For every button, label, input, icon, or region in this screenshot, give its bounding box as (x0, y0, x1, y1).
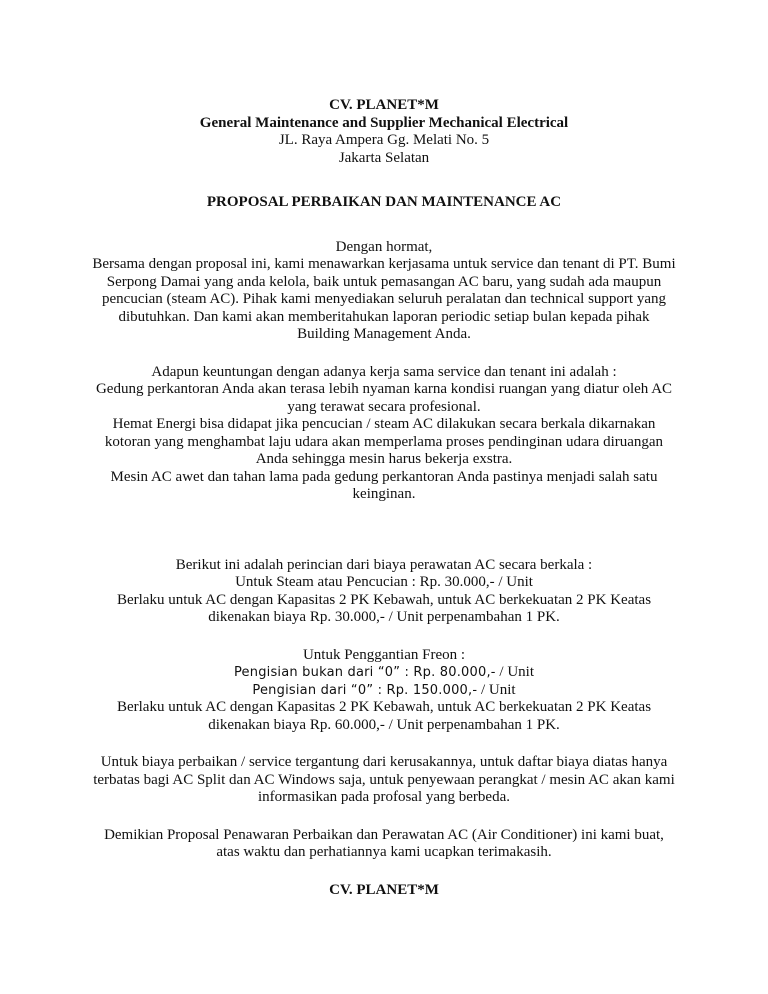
intro-line: Bersama dengan proposal ini, kami menawarkan kerjasama untuk service dan tenant di PT. Bumi (92, 256, 676, 272)
pricing-line: Berlaku untuk AC dengan Kapasitas 2 PK Kebawah, untuk AC berkekuatan 2 PK Keatas (116, 591, 652, 608)
closing-line: atas waktu dan perhatiannya kami ucapkan terimakasih. (216, 844, 552, 860)
freon-item-unit: / Unit (477, 681, 516, 698)
intro-line: dibutuhkan. Dan kami akan memberitahukan laporan periodic setiap bulan kepada pihak (118, 308, 650, 325)
freon-item-price: Pengisian dari “0” : Rp. 150.000,- (252, 682, 478, 698)
freon-note-line: Berlaku untuk AC dengan Kapasitas 2 PK Kebawah, untuk AC berkekuatan 2 PK Keatas (116, 699, 652, 715)
repair-line: Untuk biaya perbaikan / service tergantung dari kerusakannya, untuk daftar biaya diatas hanya (100, 754, 668, 770)
company-address: JL. Raya Ampera Gg. Melati No. 5 (278, 132, 490, 148)
signature: CV. PLANET*M (329, 881, 439, 898)
letterhead (80, 97, 688, 167)
freon-heading: Untuk Penggantian Freon : (302, 646, 466, 663)
repair-line: terbatas bagi AC Split dan AC Windows saja, untuk penyewaan perangkat / mesin AC akan kami (93, 771, 675, 788)
closing-paragraph (80, 827, 688, 862)
benefits-line: Gedung perkantoran Anda akan terasa lebih nyaman karna kondisi ruangan yang diatur oleh AC (95, 381, 673, 397)
benefits-line: kotoran yang menghambat laju udara akan memperlama proses pendinginan udara diruangan (104, 433, 664, 450)
intro-line: pencucian (steam AC). Pihak kami menyediakan seluruh peralatan dan technical support yang (102, 291, 666, 307)
benefits-line: Anda sehingga mesin harus bekerja exstra. (255, 451, 513, 467)
company-name: CV. PLANET*M (329, 97, 439, 113)
pricing-line: dikenakan biaya Rp. 30.000,- / Unit perpenambahan 1 PK. (208, 609, 560, 625)
benefits-line: Hemat Energi bisa didapat jika pencucian / steam AC dilakukan secara berkala dikarnakan (112, 416, 656, 432)
closing-line: Demikian Proposal Penawaran Perbaikan dan Perawatan AC (Air Conditioner) ini kami buat, (104, 826, 664, 843)
freon-item (80, 664, 688, 682)
intro-line: Building Management Anda. (297, 326, 471, 342)
intro-paragraph (80, 239, 688, 344)
company-tagline: General Maintenance and Supplier Mechanical Electrical (199, 114, 569, 131)
benefits-line: yang terawat secara profesional. (287, 398, 481, 415)
document-page (80, 97, 688, 899)
freon-note-line: dikenakan biaya Rp. 60.000,- / Unit perpenambahan 1 PK. (208, 716, 560, 733)
repair-paragraph (80, 754, 688, 807)
freon-item-unit: / Unit (495, 664, 535, 680)
pricing-paragraph (80, 557, 688, 627)
benefits-paragraph (80, 364, 688, 504)
benefits-line: Adapun keuntungan dengan adanya kerja sama service dan tenant ini adalah : (151, 363, 617, 380)
intro-line: Serpong Damai yang anda kelola, baik untuk pemasangan AC baru, yang sudah ada maupun (106, 273, 662, 290)
freon-item (80, 682, 688, 700)
greeting: Dengan hormat, (335, 238, 433, 255)
benefits-line: Mesin AC awet dan tahan lama pada gedung perkantoran Anda pastinya menjadi salah satu (110, 468, 658, 485)
benefits-line: keinginan. (352, 486, 416, 502)
pricing-line: Berikut ini adalah perincian dari biaya perawatan AC secara berkala : (175, 556, 593, 573)
company-city: Jakarta Selatan (338, 149, 430, 166)
repair-line: informasikan pada profosal yang berbeda. (258, 789, 510, 805)
pricing-line: Untuk Steam atau Pencucian : Rp. 30.000,- / Unit (235, 574, 533, 590)
freon-paragraph (80, 647, 688, 735)
document-title: PROPOSAL PERBAIKAN DAN MAINTENANCE AC (206, 194, 562, 210)
freon-item-price: Pengisian bukan dari “0” : Rp. 80.000,- (233, 665, 496, 680)
